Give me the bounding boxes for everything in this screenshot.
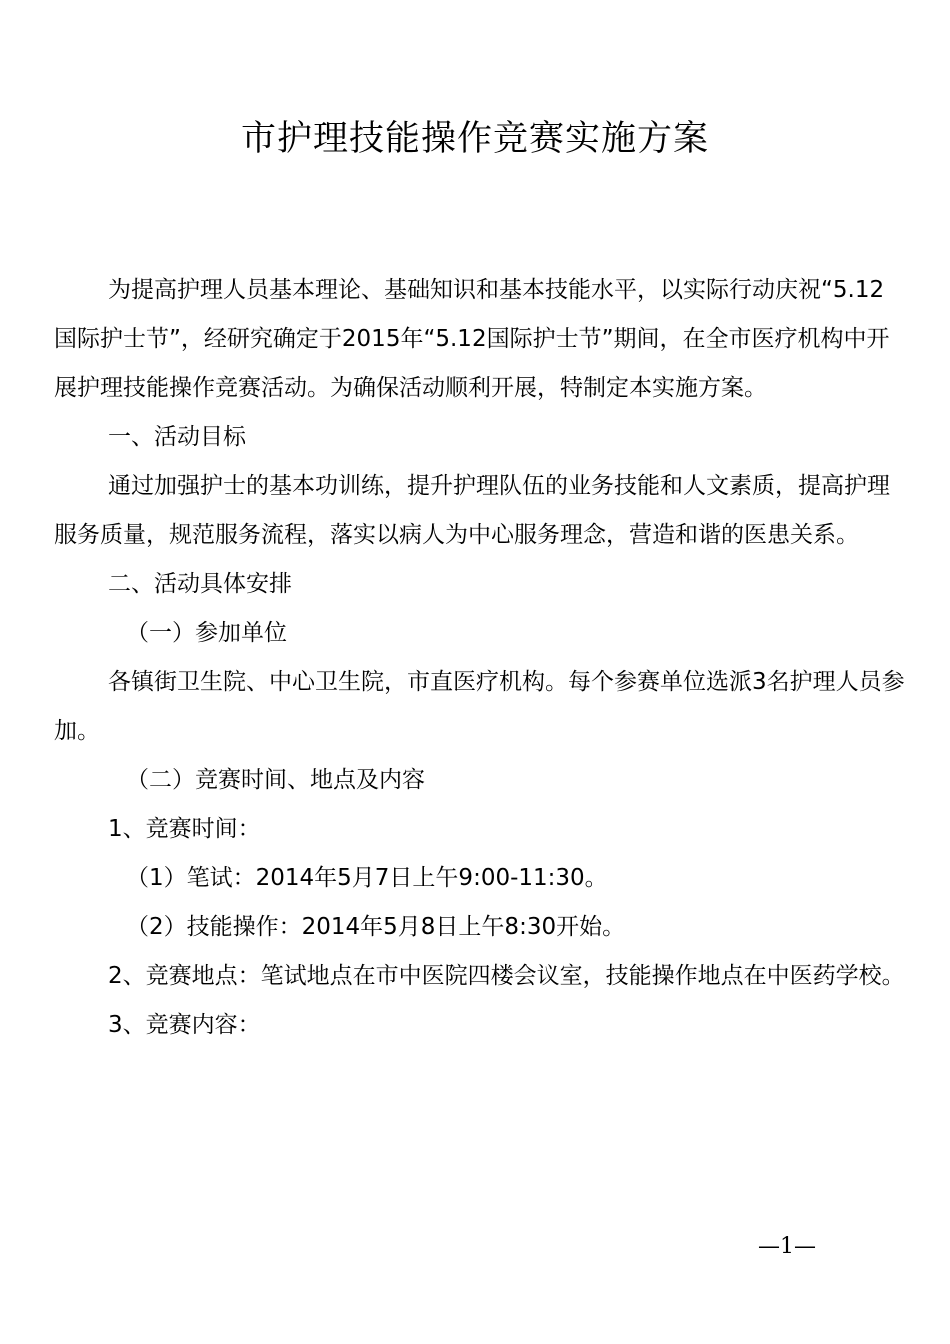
goals-paragraph: 通过加强护士的基本功训练，提升护理队伍的业务技能和人文素质，提高护理服务质量，规范服务流程，落实以病人为中心服务理念，营造和谐的医患关系。 (54, 473, 890, 548)
item-competition-content: 3、竞赛内容： (108, 1012, 261, 1038)
page-number: —1— (758, 1234, 816, 1259)
participants-paragraph: 各镇街卫生院、中心卫生院，市直医疗机构。每个参赛单位选派3名护理人员参加。 (54, 669, 905, 744)
subheading-time-place-content: （二）竞赛时间、地点及内容 (126, 767, 425, 793)
item-written-test: （1）笔试：2014年5月7日上午9:00-11:30。 (126, 865, 608, 891)
intro-paragraph: 为提高护理人员基本理论、基础知识和基本技能水平，以实际行动庆祝“5.12国际护士节”，经研究确定于2015年“5.12国际护士节”期间，在全市医疗机构中开展护理技能操作竞赛活动。为确保活动顺利开展，特制定本实施方案。 (54, 277, 890, 401)
item-skill-operation: （2）技能操作：2014年5月8日上午8:30开始。 (126, 914, 626, 940)
item-competition-time: 1、竞赛时间： (108, 816, 261, 842)
section-heading-goals: 一、活动目标 (108, 424, 246, 450)
document-body (54, 266, 906, 1050)
document-title: 市护理技能操作竞赛实施方案 (240, 119, 709, 159)
section-heading-arrangement: 二、活动具体安排 (108, 571, 292, 597)
subheading-participants: （一）参加单位 (126, 620, 287, 646)
item-competition-place: 2、竞赛地点：笔试地点在市中医院四楼会议室，技能操作地点在中医药学校。 (108, 963, 905, 989)
